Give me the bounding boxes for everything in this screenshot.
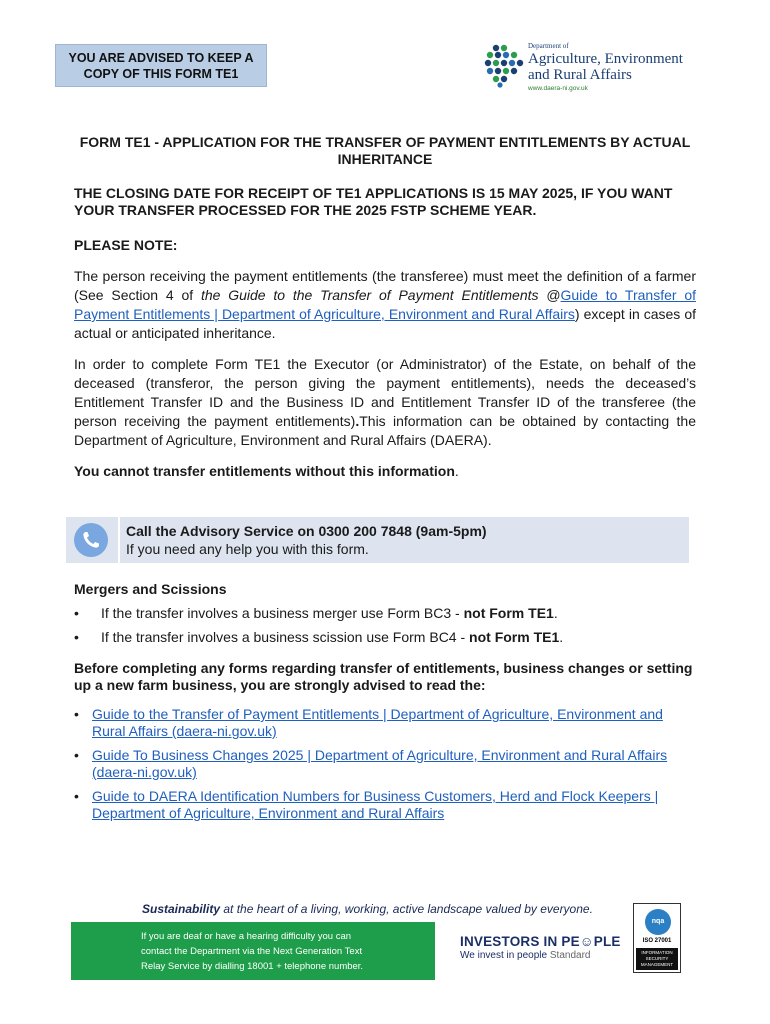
merger-end: . [553, 605, 558, 621]
iip-standard: Standard [547, 950, 591, 961]
cannot-transfer-text: You cannot transfer entitlements without this information [74, 463, 455, 479]
nqa-iso-label: ISO 27001 [642, 938, 672, 944]
iip-sub-text: We invest in people [460, 950, 548, 961]
bullet-marker: • [74, 788, 79, 804]
guide-identification-numbers-link[interactable]: Guide to DAERA Identification Numbers for Business Customers, Herd and Flock Keepers | Department of Agriculture, Environment and Rural Affairs [92, 788, 659, 821]
sustainability-strapline [142, 902, 593, 916]
guide-transfer-link[interactable]: Guide to Transfer of Payment Entitlements | Department of Agriculture, Environment and Rural Affairs [74, 287, 697, 322]
para1-after: ) except in cases of actual or anticipated inheritance. [74, 306, 696, 341]
advisory-subtitle: If you need any help you with this form. [126, 541, 369, 557]
relay-line1: If you are deaf or have a hearing difficulty you can [141, 931, 352, 942]
para2-period: . [355, 413, 360, 429]
relay-line3: Relay Service by dialling 18001 + telephone number. [141, 961, 364, 972]
iip-title: INVESTORS IN PE☺PLE [460, 934, 621, 949]
transferee-paragraph [74, 267, 696, 343]
sustainability-bold: Sustainability [142, 902, 221, 916]
sustainability-rest: at the heart of a living, working, active landscape valued by everyone. [220, 902, 593, 916]
advisory-divider [118, 517, 120, 563]
text-relay-notice [71, 922, 435, 980]
scission-bold: not Form TE1 [469, 629, 560, 645]
please-note-heading: PLEASE NOTE: [74, 237, 178, 253]
mergers-heading: Mergers and Scissions [74, 581, 227, 597]
bullet-marker: • [74, 706, 79, 722]
main-content [74, 134, 696, 495]
nqa-mgmt-label: INFORMATION SECURITY MANAGEMENT [636, 948, 678, 970]
investors-in-people-logo [460, 934, 621, 961]
advisory-title: Call the Advisory Service on 0300 200 7848 (9am-5pm) [126, 523, 487, 539]
keep-notice-line1: YOU ARE ADVISED TO KEEP A [68, 51, 254, 65]
guide-list-item [74, 788, 696, 822]
daera-logo [484, 42, 704, 98]
para1-guide-title: the Guide to the Transfer of Payment Entitlements [200, 287, 539, 303]
guide-business-changes-link[interactable]: Guide To Business Changes 2025 | Department of Agriculture, Environment and Rural Affairs (daera-ni.gov.uk) [92, 747, 668, 780]
lower-content [74, 580, 696, 829]
para1-at: @ [538, 287, 561, 303]
daera-logo-icon [484, 42, 524, 88]
para1-text: The person receiving the payment entitlements (the transferee) must meet the definition of a farmer (See Section 4 of [74, 268, 696, 303]
logo-name-line2: and Rural Affairs [528, 67, 632, 83]
logo-department-of: Department of [528, 42, 569, 50]
scission-end: . [559, 629, 564, 645]
daera-logo-text [528, 42, 683, 92]
bullet-marker: • [74, 605, 79, 621]
guide-transfer-entitlements-link[interactable]: Guide to the Transfer of Payment Entitlements | Department of Agriculture, Environment and Rural Affairs (daera-ni.gov.uk) [92, 706, 663, 739]
relay-line2: contact the Department via the Next Generation Text [141, 946, 363, 957]
scission-bullet [74, 628, 696, 646]
keep-notice-line2: COPY OF THIS FORM TE1 [83, 67, 239, 81]
merger-bold: not Form TE1 [463, 605, 554, 621]
before-completing-notice: Before completing any forms regarding transfer of entitlements, business changes or setting up a new farm business, you are strongly advised to read the: [74, 660, 693, 693]
bullet-marker: • [74, 629, 79, 645]
para2-text2: This information can be obtained by contacting the Department of Agriculture, Environment and Rural Affairs (DAERA). [74, 413, 696, 448]
merger-text: If the transfer involves a business merger use Form BC3 - [101, 605, 464, 621]
executor-paragraph [74, 355, 696, 450]
keep-copy-notice [55, 44, 267, 87]
merger-bullet [74, 604, 696, 622]
cannot-transfer-period: . [454, 463, 459, 479]
closing-date-notice: THE CLOSING DATE FOR RECEIPT OF TE1 APPLICATIONS IS 15 MAY 2025, IF YOU WANT YOUR TRANSFER PROCESSED FOR THE 2025 FSTP SCHEME YEAR. [74, 185, 673, 218]
form-title: FORM TE1 - APPLICATION FOR THE TRANSFER OF PAYMENT ENTITLEMENTS BY ACTUAL INHERITANCE [79, 134, 691, 167]
guide-list-item [74, 747, 696, 781]
nqa-iso-badge [633, 903, 681, 973]
phone-icon [74, 523, 108, 557]
cannot-transfer-warning [74, 462, 696, 481]
iip-subtitle [460, 950, 621, 961]
para2-text: In order to complete Form TE1 the Executor (or Administrator) of the Estate, on behalf of the deceased (transferor, the person giving the payment entitlements), needs the deceased’s Entitlement Transfer ID and the Business ID and Entitlement Transfer ID of the transferee (the person receiving the payment entitlements) [74, 356, 696, 429]
scission-text: If the transfer involves a business scission use Form BC4 - [101, 629, 470, 645]
advisory-service-banner [66, 517, 689, 563]
logo-name-line1: Agriculture, Environment [528, 51, 683, 67]
guide-list-item [74, 706, 696, 740]
bullet-marker: • [74, 747, 79, 763]
logo-url: www.daera-ni.gov.uk [528, 85, 588, 92]
nqa-logo-icon: nqa [645, 909, 671, 935]
